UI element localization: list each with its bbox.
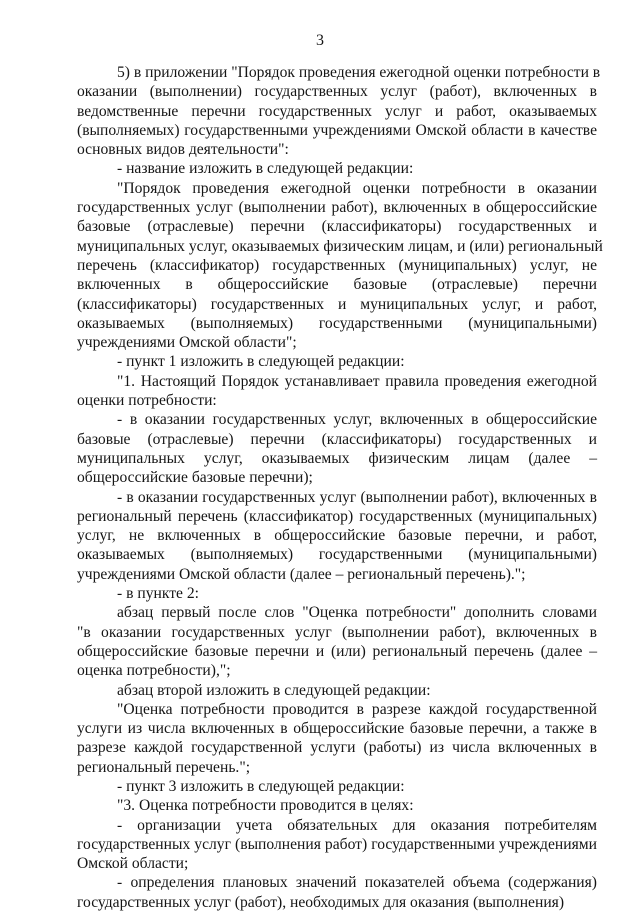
text-line: - определения плановых значений показателей объема (содержания)	[117, 874, 597, 892]
text-line: общероссийские базовые перечни и (или) региональный перечень (далее –	[77, 642, 597, 660]
text-line: "3. Оценка потребности проводится в целях:	[117, 797, 414, 815]
text-line: абзац второй изложить в следующей редакции:	[117, 681, 431, 699]
text-line: муниципальных услуг, оказываемых физическим лицам (далее –	[77, 449, 597, 467]
text-line: ведомственные перечни государственных услуг и работ, оказываемых	[77, 102, 597, 120]
text-line: учреждениями Омской области (далее – региональный перечень).";	[77, 565, 526, 583]
text-line: базовые (отраслевые) перечни (классификаторы) государственных и	[77, 218, 597, 236]
text-line: - в оказании государственных услуг, включенных в общероссийские	[117, 411, 597, 429]
paragraph	[77, 796, 597, 815]
document-body	[77, 63, 603, 912]
paragraph	[77, 873, 597, 912]
paragraph	[77, 488, 597, 584]
text-line: оказании (выполнении) государственных услуг (работ), включенных в	[77, 83, 597, 101]
paragraph	[77, 352, 597, 371]
text-line: разрезе каждой государственной услуги (работы) из числа включенных в	[77, 739, 597, 757]
text-line: (выполняемых) государственными учреждениями Омской области в качестве	[77, 121, 597, 139]
text-line: общероссийские базовые перечни);	[77, 469, 313, 487]
text-line: - в оказании государственных услуг (выполнении работ), включенных в	[117, 488, 597, 506]
paragraph	[77, 816, 597, 874]
text-line: - название изложить в следующей редакции:	[117, 160, 414, 178]
text-line: "в оказании государственных услуг (выполнении работ), включенных в	[77, 623, 597, 641]
text-line: перечень (классификатор) государственных (муниципальных) услуг, не	[77, 256, 597, 274]
text-line: оценки потребности:	[77, 392, 217, 410]
text-line: - пункт 1 изложить в следующей редакции:	[117, 353, 405, 371]
paragraph	[77, 179, 603, 353]
text-line: базовые (отраслевые) перечни (классификаторы) государственных и	[77, 430, 597, 448]
text-line: абзац первый после слов "Оценка потребности" дополнить словами	[117, 604, 597, 622]
paragraph	[77, 700, 597, 777]
paragraph	[77, 372, 597, 411]
paragraph	[77, 159, 597, 178]
text-line: муниципальных услуг, оказываемых физическим лицам, и (или) региональный	[77, 237, 603, 255]
text-line: - пункт 3 изложить в следующей редакции:	[117, 777, 405, 795]
text-line: основных видов деятельности":	[77, 141, 289, 159]
paragraph	[77, 681, 597, 700]
text-line: услуг, не включенных в общероссийские базовые перечни, и работ,	[77, 527, 597, 545]
paragraph	[77, 584, 597, 603]
text-line: включенных в общероссийские базовые (отраслевые) перечни	[77, 276, 597, 294]
paragraph	[77, 603, 597, 680]
text-line: государственных услуг (выполнении работ), включенных в общероссийские	[77, 199, 597, 217]
text-line: - организации учета обязательных для оказания потребителям	[117, 816, 597, 834]
text-line: оказываемых (выполняемых) государственными (муниципальными)	[77, 314, 597, 332]
text-line: "Порядок проведения ежегодной оценки потребности в оказании	[117, 179, 597, 197]
text-line: государственных услуг (выполнения работ) государственными учреждениями	[77, 835, 597, 853]
text-line: государственных услуг (работ), необходимых для оказания (выполнения)	[77, 893, 565, 911]
paragraph	[77, 63, 601, 159]
text-line: оказываемых (выполняемых) государственными (муниципальными)	[77, 546, 597, 564]
text-line: (классификаторы) государственных и муниципальных услуг, и работ,	[77, 295, 597, 313]
paragraph	[77, 777, 597, 796]
text-line: услуги из числа включенных в общероссийские базовые перечни, а также в	[77, 720, 597, 738]
text-line: региональный перечень (классификатор) государственных (муниципальных)	[77, 507, 597, 525]
text-line: оценка потребности),";	[77, 662, 231, 680]
text-line: - в пункте 2:	[117, 585, 199, 603]
page-number: 3	[316, 32, 324, 49]
text-line: учреждениями Омской области";	[77, 334, 297, 352]
text-line: "Оценка потребности проводится в разрезе каждой государственной	[117, 700, 597, 718]
paragraph	[77, 410, 597, 487]
text-line: Омской области;	[77, 855, 189, 873]
text-line: 5) в приложении "Порядок проведения ежегодной оценки потребности в	[117, 64, 601, 81]
text-line: региональный перечень.";	[77, 758, 251, 776]
text-line: "1. Настоящий Порядок устанавливает правила проведения ежегодной	[117, 372, 597, 390]
